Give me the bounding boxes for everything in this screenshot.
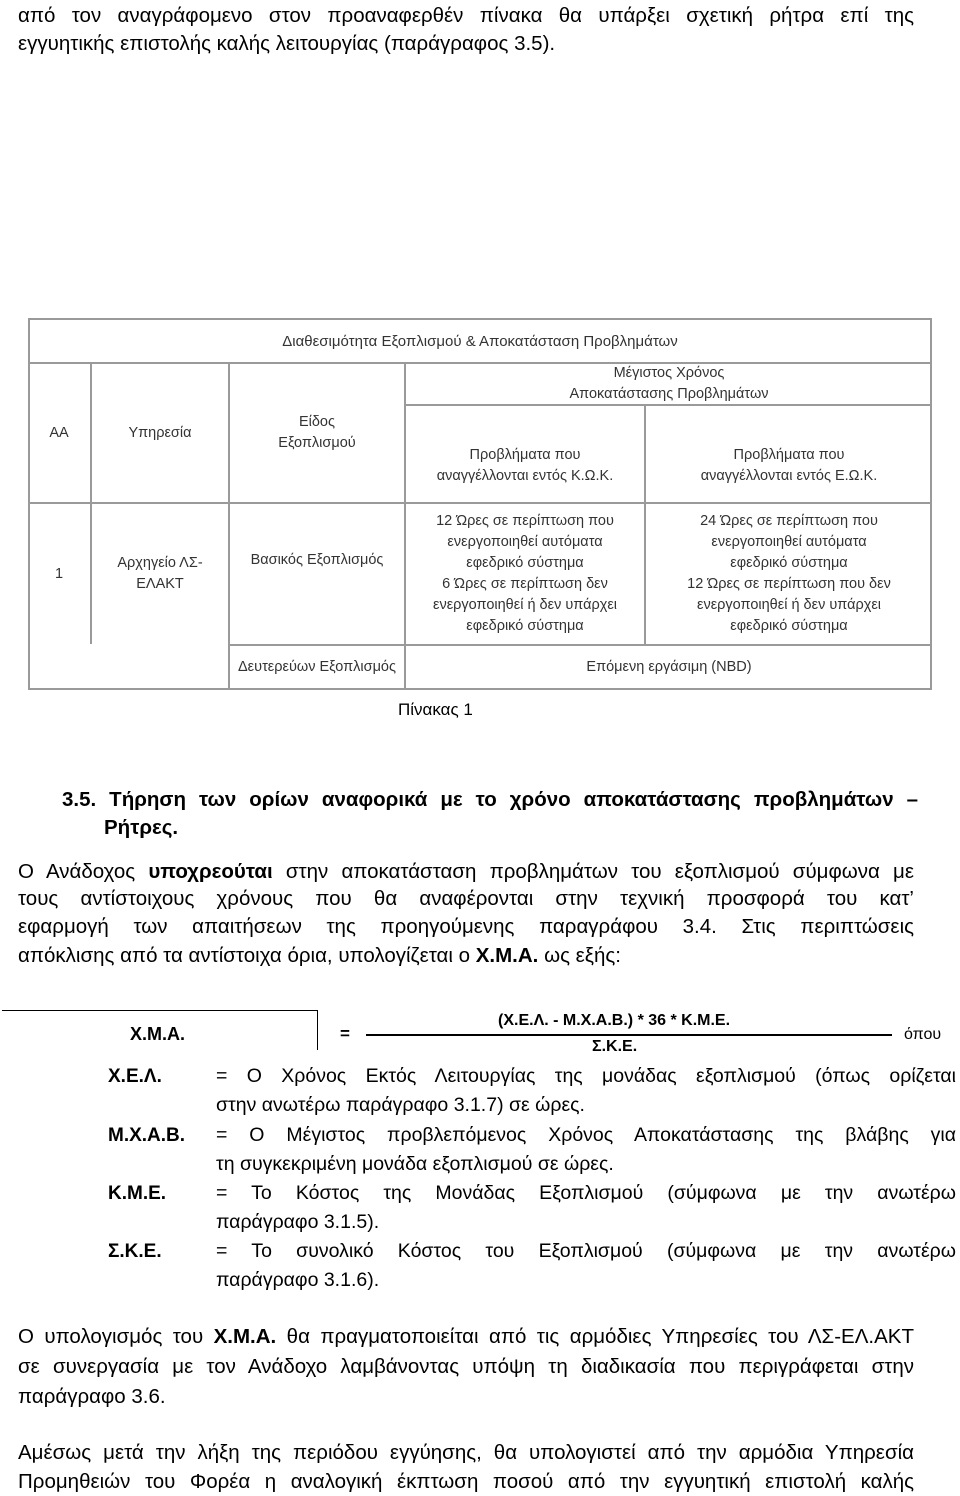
- row-equipment: Βασικός Εξοπλισμός: [250, 551, 384, 568]
- def-value: = Το συνολικό Κόστος του Εξοπλισμού (σύμφωνα με την ανωτέρω παράγραφο 3.1.6).: [216, 1240, 956, 1291]
- formula-denominator: Σ.Κ.Ε.: [592, 1038, 638, 1055]
- para2-line-3: παράγραφο 3.6.: [18, 1385, 166, 1408]
- table-title: Διαθεσιμότητα Εξοπλισμού & Αποκατάσταση Προβλημάτων: [282, 332, 678, 350]
- row-service: Αρχηγείο ΛΣ- ΕΛΑΚΤ: [117, 555, 203, 592]
- para1-line-4: απόκλισης από τα αντίστοιχα όρια, υπολογίζεται ο Χ.Μ.Α. ως εξής:: [18, 944, 621, 967]
- row-aa: 1: [54, 565, 64, 582]
- def-key: Κ.Μ.Ε.: [108, 1183, 167, 1204]
- def-value: = Ο Χρόνος Εκτός Λειτουργίας της μονάδας εξοπλισμού (όπως ορίζεται στην ανωτέρω παράγραφο 3.1.7) σε ώρες.: [216, 1065, 956, 1116]
- intro-line-1: από τον αναγράφομενο στον προαναφερθέν πίνακα θα υπάρξει σχετική ρήτρα επί της: [18, 4, 914, 27]
- section-heading-cont: Ρήτρες.: [104, 816, 179, 839]
- header-equipment-type: Είδος Εξοπλισμού: [278, 414, 356, 451]
- row-eok-time: 24 Ώρες σε περίπτωση που ενεργοποιηθεί αυτόματα εφεδρικό σύστημα 12 Ώρες σε περίπτωση που δεν ενεργοποιηθεί ή δεν υπάρχει εφεδρικό σύστημα: [687, 513, 891, 634]
- header-max-restoration-time: Μέγιστος Χρόνος Αποκατάστασης Προβλημάτων: [569, 365, 769, 402]
- formula-lhs: Χ.Μ.Α.: [130, 1024, 186, 1044]
- para3-line-1: Αμέσως μετά την λήξη της περιόδου εγγύησης, θα υπολογιστεί από την αρμόδια Υπηρεσία: [18, 1441, 914, 1464]
- intro-line-2: εγγυητικής επιστολής καλής λειτουργίας (παράγραφος 3.5).: [18, 32, 556, 55]
- def-value: = Ο Μέγιστος προβλεπόμενος Χρόνος Αποκατάστασης της βλάβης για τη συγκεκριμένη μονάδα εξοπλισμού σε ώρες.: [216, 1124, 956, 1175]
- fraction-bar: [366, 1034, 892, 1036]
- table-caption: Πίνακας 1: [398, 700, 473, 719]
- para1-line-3: εφαρμογή των απαιτήσεων της προηγούμενης παραγράφου 3.4. Στις περιπτώσεις: [18, 915, 914, 938]
- availability-table: [28, 318, 932, 690]
- def-value: = Το Κόστος της Μονάδας Εξοπλισμού (σύμφωνα με την ανωτέρω παράγραφο 3.1.5).: [216, 1182, 956, 1233]
- para2-line-2: σε συνεργασία με τον Ανάδοχο λαμβάνοντας υπόψη τη διαδικασία που περιγράφεται στην: [18, 1355, 914, 1378]
- row-kok-time: 12 Ώρες σε περίπτωση που ενεργοποιηθεί αυτόματα εφεδρικό σύστημα 6 Ώρες σε περίπτωση δεν ενεργοποιηθεί ή δεν υπάρχει εφεδρικό σύστημα: [432, 513, 618, 634]
- formula-where: όπου: [904, 1026, 942, 1043]
- header-aa: ΑΑ: [49, 424, 69, 441]
- def-key: Σ.Κ.Ε.: [108, 1241, 162, 1262]
- header-eok: Προβλήματα που αναγγέλλονται εντός Ε.Ω.Κ.: [700, 447, 878, 484]
- para3-line-2: Προμηθειών του Φορέα η αναλογική έκπτωση ποσού από την εγγυητική επιστολή καλής: [18, 1470, 914, 1493]
- para1-line-1: Ο Ανάδοχος υποχρεούται στην αποκατάσταση προβλημάτων του εξοπλισμού σύμφωνα με: [18, 860, 914, 883]
- para2-line-1: Ο υπολογισμός του Χ.Μ.Α. θα πραγματοποιείται από τις αρμόδιες Υπηρεσίες του ΛΣ-ΕΛ.ΑΚΤ: [18, 1325, 914, 1348]
- formula-equals: =: [340, 1024, 350, 1043]
- para1-line-2: τους αντίστοιχους χρόνους που θα αναφέρονται στην τεχνική προσφορά του κατ’: [18, 887, 914, 910]
- secondary-value: Επόμενη εργάσιμη (NBD): [586, 658, 752, 675]
- formula-numerator: (Χ.Ε.Λ. - Μ.Χ.Α.Β.) * 36 * Κ.Μ.Ε.: [498, 1012, 731, 1029]
- header-kok: Προβλήματα που αναγγέλλονται εντός Κ.Ω.Κ.: [436, 447, 614, 484]
- def-key: Χ.Ε.Λ.: [108, 1066, 162, 1087]
- secondary-equipment: Δευτερεύων Εξοπλισμός: [238, 658, 396, 675]
- section-heading: 3.5. Τήρηση των ορίων αναφορικά με το χρόνο αποκατάστασης προβλημάτων –: [62, 788, 918, 811]
- def-key: Μ.Χ.Α.Β.: [108, 1125, 186, 1146]
- header-service: Υπηρεσία: [128, 424, 192, 441]
